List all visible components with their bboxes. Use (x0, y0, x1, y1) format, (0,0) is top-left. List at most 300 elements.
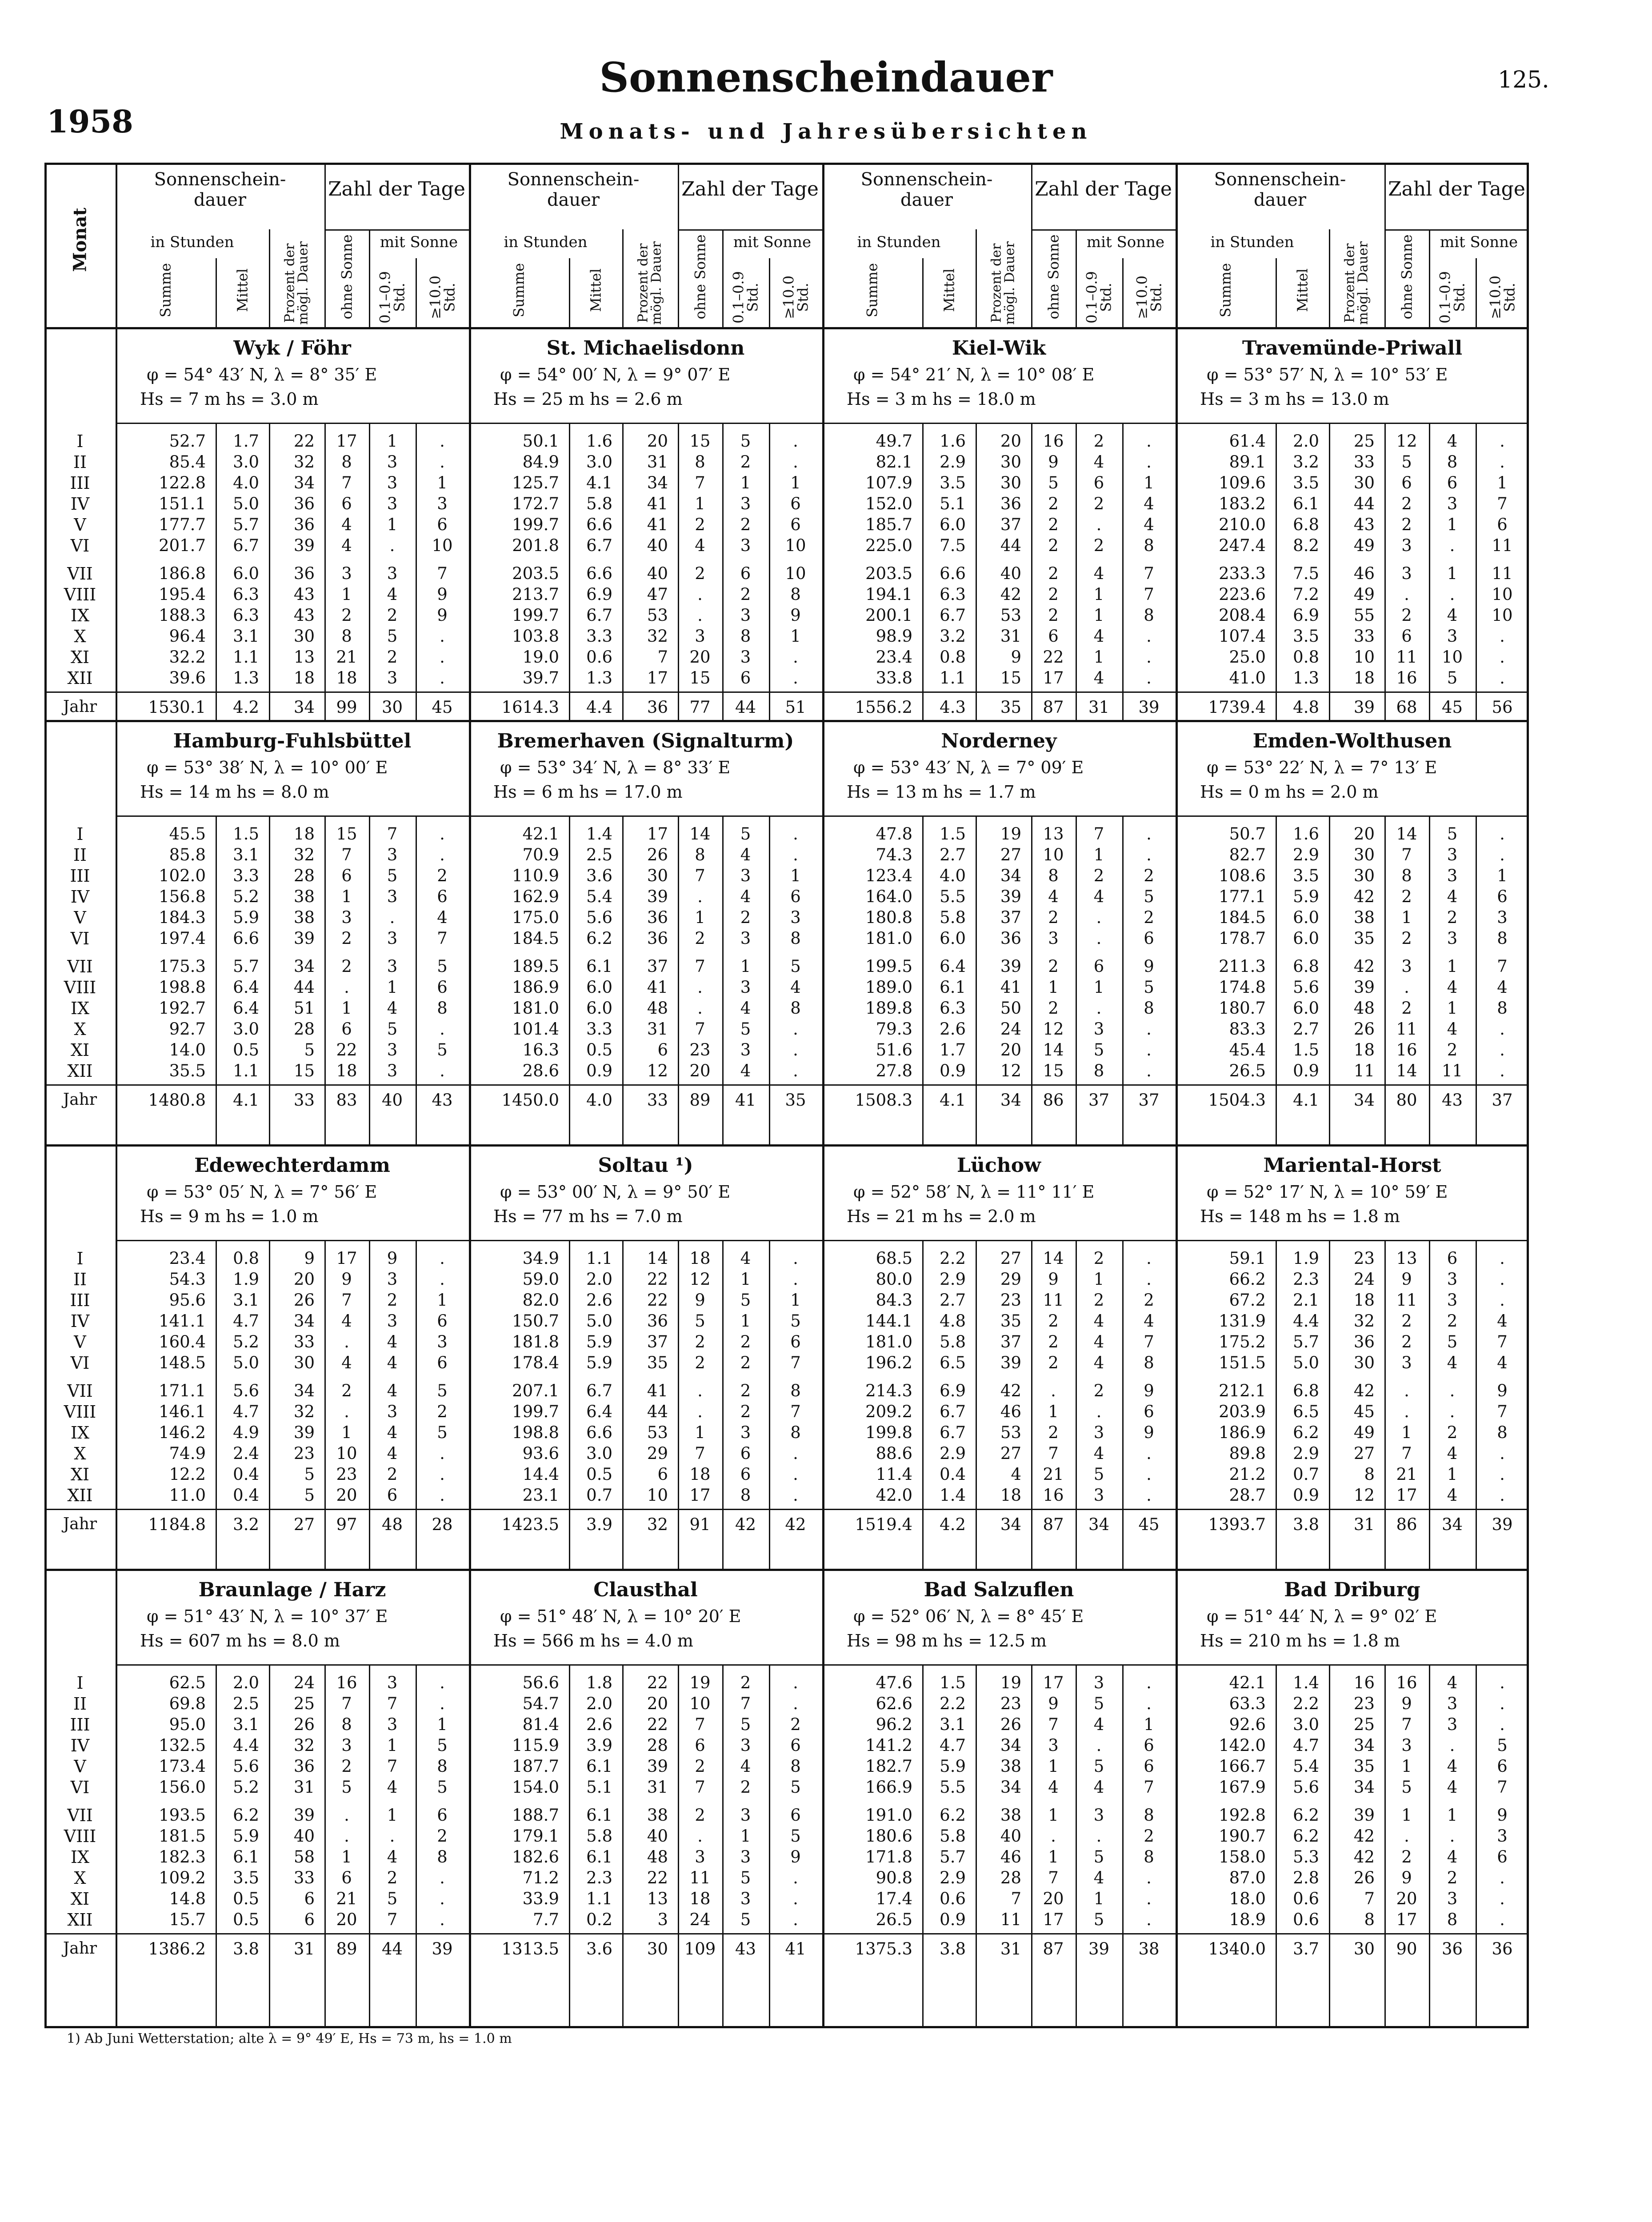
table-cell: 6 (437, 1311, 448, 1331)
table-cell: 3 (1401, 564, 1412, 583)
table-cell: 5 (1144, 887, 1154, 906)
table-cell: 184.3 (159, 908, 206, 927)
table-cell: 0.7 (1293, 1465, 1319, 1484)
table-cell: 36 (293, 515, 315, 534)
table-cell: 4 (387, 1778, 398, 1797)
table-cell: 41 (647, 494, 668, 513)
table-cell: 3 (740, 866, 751, 885)
table-cell: . (1096, 1402, 1102, 1422)
table-cell: 11.4 (876, 1465, 912, 1484)
table-cell: 23 (1353, 1694, 1375, 1713)
table-cell: 14.8 (169, 1889, 206, 1909)
table-cell: 24 (293, 1673, 315, 1692)
table-cell: 66.2 (1229, 1270, 1266, 1289)
table-cell: 6 (1497, 515, 1508, 534)
month-label: IV (70, 494, 90, 514)
table-cell: 1450.0 (501, 1091, 559, 1110)
table-cell: 8 (437, 1847, 448, 1867)
table-cell: 41 (647, 515, 668, 534)
table-cell: 1 (387, 1806, 398, 1825)
table-cell: . (793, 1249, 798, 1268)
table-cell: 125.7 (512, 473, 559, 492)
table-cell: 1.3 (1293, 668, 1319, 688)
table-cell: 59.1 (1229, 1249, 1266, 1268)
table-cell: 1 (790, 627, 801, 646)
table-cell: 8.2 (1293, 536, 1319, 555)
table-cell: 11 (689, 1868, 711, 1888)
table-cell: 1 (1093, 647, 1104, 667)
header-sun-duration: Sonnenschein- dauer (860, 169, 993, 210)
table-cell: 27 (1353, 1444, 1375, 1463)
table-cell: 44 (735, 698, 756, 717)
table-cell: 6.3 (233, 606, 259, 625)
table-cell: 3 (1497, 1826, 1508, 1846)
table-cell: 3 (437, 494, 448, 513)
table-cell: 195.4 (159, 585, 206, 604)
table-cell: 41 (735, 1091, 756, 1110)
table-cell: 42.0 (876, 1486, 912, 1505)
table-cell: 5 (740, 1019, 751, 1039)
table-cell: 6 (790, 1332, 801, 1351)
station-coordinates: φ = 51° 44′ N, λ = 9° 02′ E (1207, 1607, 1437, 1626)
table-cell: 182.7 (865, 1757, 912, 1776)
table-cell: 7 (1497, 1332, 1508, 1351)
header-sun-duration: Sonnenschein- dauer (154, 169, 286, 210)
month-label: Jahr (63, 1091, 97, 1109)
table-cell: 2 (1401, 606, 1412, 625)
month-label: XI (70, 1889, 90, 1909)
table-cell: 3 (387, 1040, 398, 1060)
table-cell: 1519.4 (855, 1515, 912, 1535)
table-cell: 9 (695, 1291, 705, 1310)
table-cell: 4 (1497, 1353, 1508, 1372)
table-cell: 5.9 (586, 1332, 612, 1351)
table-cell: 17 (1396, 1910, 1417, 1930)
page-title: Sonnenscheindauer (599, 53, 1053, 101)
table-cell: . (793, 1061, 798, 1081)
table-cell: 8 (1093, 1061, 1104, 1081)
table-cell: 6.0 (1293, 908, 1319, 927)
table-cell: 8 (437, 999, 448, 1018)
table-cell: 48 (647, 999, 668, 1018)
table-cell: 80.0 (876, 1270, 912, 1289)
header-rule (1476, 258, 1477, 327)
table-cell: . (793, 824, 798, 843)
table-cell: 4.4 (1293, 1311, 1319, 1331)
table-cell: 2.7 (1293, 1019, 1319, 1039)
table-cell: 187.7 (512, 1757, 559, 1776)
table-cell: 82.0 (522, 1291, 559, 1310)
table-cell: 12 (1353, 1486, 1375, 1505)
table-cell: . (1500, 1291, 1505, 1310)
table-cell: . (1051, 1381, 1056, 1401)
table-cell: 1 (1497, 473, 1508, 492)
table-cell: 45 (1441, 698, 1463, 717)
table-cell: 7 (1144, 585, 1154, 604)
station-coordinates: φ = 52° 58′ N, λ = 11° 11′ E (853, 1182, 1095, 1202)
table-cell: 35 (647, 1353, 668, 1372)
table-cell: 1 (1093, 606, 1104, 625)
table-cell: 8 (1447, 1910, 1458, 1930)
table-cell: 5.6 (233, 1381, 259, 1401)
table-cell: 7 (695, 1715, 705, 1734)
table-cell: 1.1 (233, 647, 259, 667)
table-cell: 164.0 (865, 887, 912, 906)
table-cell: 2 (437, 1402, 448, 1422)
table-cell: 107.4 (1219, 627, 1266, 646)
table-cell: . (1051, 1826, 1056, 1846)
table-cell: 3.3 (586, 1019, 612, 1039)
table-cell: . (697, 978, 703, 997)
table-cell: 7 (341, 1291, 352, 1310)
table-cell: 9 (1048, 1694, 1059, 1713)
table-cell: 38 (293, 908, 315, 927)
month-label: X (74, 1444, 86, 1464)
table-cell: 31 (293, 1778, 315, 1797)
table-cell: 34 (647, 473, 668, 492)
table-cell: 17 (647, 824, 668, 843)
table-cell: 7 (387, 1757, 398, 1776)
table-cell: 18 (689, 1889, 711, 1909)
table-cell: . (1096, 1826, 1102, 1846)
station-name: Braunlage / Harz (198, 1579, 386, 1601)
table-cell: 38 (293, 887, 315, 906)
table-cell: 14.0 (169, 1040, 206, 1060)
table-cell: 156.0 (159, 1778, 206, 1797)
table-cell: 5 (1401, 1778, 1412, 1797)
table-cell: 6.0 (1293, 999, 1319, 1018)
table-cell: 6.9 (586, 585, 612, 604)
table-cell: 1 (1093, 585, 1104, 604)
table-cell: 1 (387, 978, 398, 997)
table-cell: 4 (341, 1311, 352, 1331)
table-cell: 8 (1144, 536, 1154, 555)
header-with-sun: mit Sonne (1086, 233, 1165, 251)
table-cell: 0.9 (586, 1061, 612, 1081)
table-cell: 6.4 (233, 978, 259, 997)
table-cell: 174.8 (1219, 978, 1266, 997)
table-cell: 74.9 (169, 1444, 206, 1463)
table-cell: 34 (1000, 866, 1021, 885)
table-cell: 14 (1043, 1249, 1064, 1268)
table-cell: 1 (1093, 1889, 1104, 1909)
table-cell: 36 (293, 494, 315, 513)
table-cell: 5 (387, 1889, 398, 1909)
table-cell: . (1449, 1402, 1455, 1422)
table-cell: 186.8 (159, 564, 206, 583)
table-cell: 53 (1000, 606, 1021, 625)
table-cell: 6 (657, 1465, 668, 1484)
table-cell: 3 (695, 627, 705, 646)
table-cell: 59.0 (522, 1270, 559, 1289)
table-cell: 9 (790, 606, 801, 625)
table-cell: 9 (1011, 647, 1021, 667)
table-cell: 45 (1138, 1515, 1160, 1535)
table-cell: . (793, 668, 798, 688)
table-cell: 5 (1401, 452, 1412, 472)
table-cell: 67.2 (1229, 1291, 1266, 1310)
table-cell: 6.0 (586, 978, 612, 997)
table-cell: 4 (1093, 1332, 1104, 1351)
table-cell: 3 (1447, 1270, 1458, 1289)
table-cell: 4 (1144, 515, 1154, 534)
table-cell: 50 (1000, 999, 1021, 1018)
table-cell: 5.7 (233, 515, 259, 534)
table-cell: 5.9 (940, 1757, 966, 1776)
station-coordinates: φ = 53° 05′ N, λ = 7° 56′ E (147, 1182, 377, 1202)
header-days-count: Zahl der Tage (1035, 178, 1172, 200)
table-cell: 4.0 (940, 866, 966, 885)
table-cell: 2 (1093, 536, 1104, 555)
table-cell: . (1146, 452, 1152, 472)
table-cell: 5 (304, 1465, 315, 1484)
table-cell: 5.2 (233, 887, 259, 906)
table-cell: 6.8 (1293, 957, 1319, 976)
table-cell: 4 (1093, 1444, 1104, 1463)
table-cell: 34 (293, 1381, 315, 1401)
table-cell: 0.5 (233, 1910, 259, 1930)
table-cell: 0.6 (940, 1889, 966, 1909)
month-label: VIII (64, 1402, 96, 1422)
table-cell: 4 (1144, 1311, 1154, 1331)
table-cell: 7 (1497, 957, 1508, 976)
header-with-sun: mit Sonne (1440, 233, 1518, 251)
table-cell: 6 (1401, 627, 1412, 646)
table-cell: . (793, 1019, 798, 1039)
table-cell: 35 (1000, 698, 1021, 717)
table-cell: 3.6 (586, 1939, 612, 1959)
table-cell: 0.4 (233, 1465, 259, 1484)
table-cell: 39 (647, 887, 668, 906)
table-cell: 3.1 (940, 1715, 966, 1734)
table-cell: 4.1 (940, 1091, 966, 1110)
station-name: St. Michaelisdonn (546, 337, 745, 360)
table-cell: 33.9 (522, 1889, 559, 1909)
table-cell: 6 (1497, 1757, 1508, 1776)
table-cell: 41.0 (1229, 668, 1266, 688)
table-cell: 158.0 (1219, 1847, 1266, 1867)
table-cell: 4 (1093, 564, 1104, 583)
table-cell: 35 (1000, 1311, 1021, 1331)
table-cell: 7 (695, 866, 705, 885)
table-cell: 2 (437, 1826, 448, 1846)
table-cell: 6 (387, 1486, 398, 1505)
table-cell: 53 (1000, 1423, 1021, 1443)
table-cell: 90 (1396, 1939, 1417, 1959)
table-cell: 5.7 (233, 957, 259, 976)
table-cell: 18 (1000, 1486, 1021, 1505)
table-cell: 109 (684, 1939, 716, 1959)
table-cell: 8 (1364, 1465, 1375, 1484)
table-cell: . (697, 887, 703, 906)
table-cell: 24 (1000, 1019, 1021, 1039)
table-cell: 5 (1093, 1847, 1104, 1867)
table-cell: 69.8 (169, 1694, 206, 1713)
table-cell: 188.3 (159, 606, 206, 625)
station-coordinates: φ = 53° 43′ N, λ = 7° 09′ E (853, 758, 1084, 777)
table-cell: 162.9 (512, 887, 559, 906)
table-cell: 6.1 (233, 1847, 259, 1867)
table-cell: 1 (1048, 978, 1059, 997)
table-cell: 5.7 (940, 1847, 966, 1867)
month-label: Jahr (63, 1515, 97, 1534)
table-cell: 9 (1401, 1694, 1412, 1713)
table-cell: 10 (1353, 647, 1375, 667)
table-cell: 3 (695, 1847, 705, 1867)
table-cell: 4 (1093, 1715, 1104, 1734)
table-cell: 25 (1353, 1715, 1375, 1734)
table-cell: 3 (740, 536, 751, 555)
station-heights: Hs = 7 m hs = 3.0 m (140, 389, 319, 409)
table-cell: . (793, 1040, 798, 1060)
table-cell: 55 (1353, 606, 1375, 625)
table-cell: . (389, 536, 395, 555)
month-label: VIII (64, 978, 96, 998)
table-cell: 150.7 (512, 1311, 559, 1331)
table-cell: 36 (1441, 1939, 1463, 1959)
table-cell: 5.0 (1293, 1353, 1319, 1372)
table-cell: 10 (1492, 606, 1513, 625)
table-cell: 4.2 (233, 698, 259, 717)
table-cell: 47 (647, 585, 668, 604)
table-cell: 1386.2 (148, 1939, 206, 1959)
station-name: Clausthal (593, 1579, 698, 1601)
table-cell: 3.3 (233, 866, 259, 885)
table-cell: 35 (1353, 1757, 1375, 1776)
table-cell: 7 (437, 564, 448, 583)
table-cell: 18 (293, 668, 315, 688)
table-cell: 87 (1043, 1515, 1064, 1535)
table-cell: 109.2 (159, 1868, 206, 1888)
table-cell: 3 (740, 929, 751, 948)
station-heights: Hs = 148 m hs = 1.8 m (1200, 1207, 1400, 1226)
table-cell: 36 (293, 1757, 315, 1776)
table-cell: . (1500, 1889, 1505, 1909)
table-cell: 45 (432, 698, 453, 717)
year-total-rule (44, 691, 1529, 693)
table-cell: 1.1 (586, 1889, 612, 1909)
table-cell: . (440, 824, 445, 843)
table-cell: 35 (1353, 929, 1375, 948)
table-cell: 6.2 (1293, 1423, 1319, 1443)
table-cell: 5 (790, 957, 801, 976)
table-cell: . (1146, 1249, 1152, 1268)
table-cell: . (793, 1270, 798, 1289)
table-cell: . (1449, 585, 1455, 604)
month-label: II (73, 452, 87, 472)
table-cell: 5 (437, 1778, 448, 1797)
table-cell: 115.9 (512, 1736, 559, 1755)
table-cell: 1.3 (586, 668, 612, 688)
table-cell: 6.3 (233, 585, 259, 604)
station-header-rule (116, 1240, 1529, 1241)
table-cell: 7 (1048, 1444, 1059, 1463)
table-cell: 7.5 (1293, 564, 1319, 583)
table-cell: . (440, 1868, 445, 1888)
table-cell: 6 (437, 1353, 448, 1372)
table-cell: 5 (740, 1868, 751, 1888)
table-cell: 2 (1048, 494, 1059, 513)
table-cell: 2 (1401, 1847, 1412, 1867)
table-cell: 41 (785, 1939, 806, 1959)
table-cell: 185.7 (865, 515, 912, 534)
table-cell: 40 (647, 536, 668, 555)
table-cell: 2 (740, 585, 751, 604)
table-cell: 1 (1144, 473, 1154, 492)
table-cell: 33 (1353, 627, 1375, 646)
header-col-01-09: 0.1–0.9 Std. (1436, 271, 1468, 324)
month-label: IX (70, 606, 90, 626)
table-cell: 9 (1144, 1423, 1154, 1443)
table-cell: 68 (1396, 698, 1417, 717)
station-coordinates: φ = 52° 17′ N, λ = 10° 59′ E (1207, 1182, 1448, 1202)
table-cell: 4.0 (233, 473, 259, 492)
table-cell: . (440, 1019, 445, 1039)
table-cell: 30 (293, 1353, 315, 1372)
table-cell: 19 (1000, 824, 1021, 843)
table-cell: 6.2 (233, 1806, 259, 1825)
table-cell: . (1146, 824, 1152, 843)
table-cell: 0.8 (1293, 647, 1319, 667)
table-cell: 190.7 (1219, 1826, 1266, 1846)
table-cell: . (440, 1465, 445, 1484)
table-cell: 5 (1447, 668, 1458, 688)
table-cell: 0.4 (233, 1486, 259, 1505)
table-cell: 7 (695, 473, 705, 492)
table-cell: 7 (657, 647, 668, 667)
table-cell: 2 (341, 1381, 352, 1401)
table-cell: 1 (1048, 1757, 1059, 1776)
table-cell: 4 (740, 999, 751, 1018)
table-cell: 6 (790, 494, 801, 513)
table-cell: 2 (1401, 929, 1412, 948)
table-cell: 203.9 (1219, 1402, 1266, 1422)
table-cell: 9 (790, 1847, 801, 1867)
table-cell: 3.7 (1293, 1939, 1319, 1959)
table-cell: 3.9 (586, 1736, 612, 1755)
table-cell: 83 (336, 1091, 357, 1110)
station-header-rule (116, 423, 1529, 424)
table-cell: 6 (790, 1736, 801, 1755)
table-cell: 9 (1497, 1381, 1508, 1401)
table-cell: 7 (695, 957, 705, 976)
header-rule (1329, 229, 1330, 327)
table-cell: 3 (387, 1715, 398, 1734)
table-cell: 1.6 (1293, 824, 1319, 843)
table-cell: 132.5 (159, 1736, 206, 1755)
table-cell: . (1146, 1444, 1152, 1463)
table-cell: 84.3 (876, 1291, 912, 1310)
table-cell: 3 (1093, 1423, 1104, 1443)
header-rule (269, 229, 270, 327)
table-cell: 182.6 (512, 1847, 559, 1867)
table-cell: . (1500, 1694, 1505, 1713)
month-header: Monat (69, 208, 91, 272)
table-cell: 40 (293, 1826, 315, 1846)
table-cell: 6.5 (940, 1353, 966, 1372)
table-cell: 3.0 (1293, 1715, 1319, 1734)
table-cell: 4.1 (1293, 1091, 1319, 1110)
station-name: Bad Salzuflen (924, 1579, 1074, 1601)
table-cell: 1 (740, 1311, 751, 1331)
table-cell: 84.9 (522, 452, 559, 472)
table-cell: 5 (387, 627, 398, 646)
table-cell: 3 (1447, 866, 1458, 885)
table-cell: 1375.3 (855, 1939, 912, 1959)
table-cell: 6 (790, 515, 801, 534)
table-cell: 50.1 (522, 432, 559, 451)
table-cell: 23.4 (169, 1249, 206, 1268)
